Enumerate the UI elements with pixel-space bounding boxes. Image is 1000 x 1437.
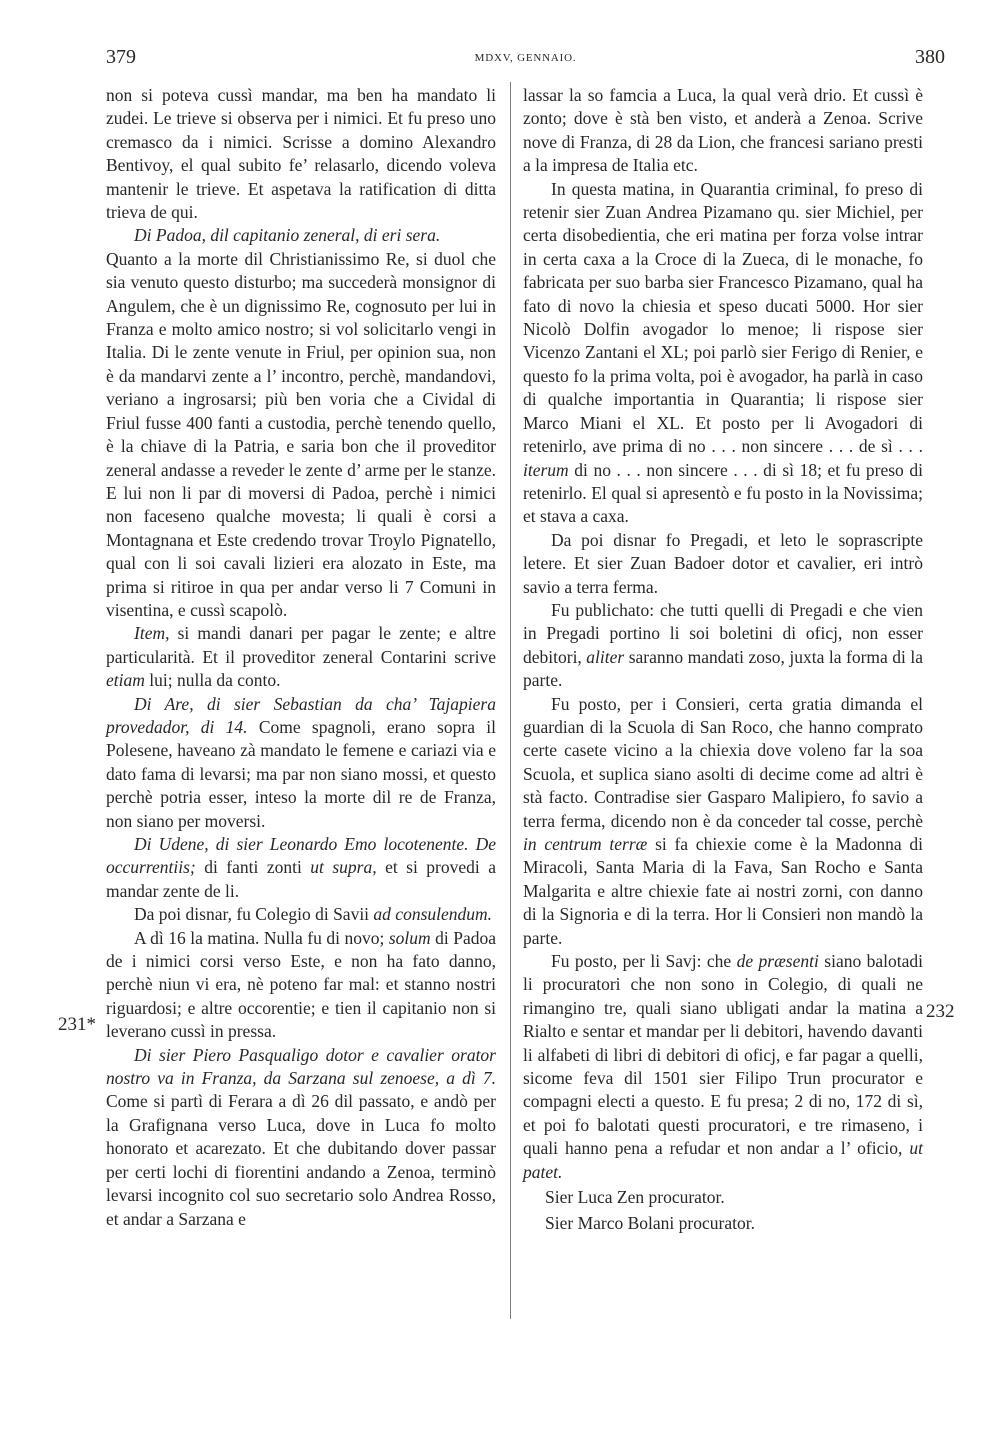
margin-number-left: 231*: [58, 1014, 96, 1035]
entry-heading: Di sier Piero Pasqualigo dotor e cavalier orator nostro va in Franza, da Sarzana sul zenoese, a dì 7.: [106, 1044, 496, 1089]
paragraph: Da poi disnar, fu Colegio di Savii ad consulendum.: [134, 904, 493, 925]
signer-line: Sier Luca Zen procurator.: [545, 1187, 725, 1208]
paragraph: lassar la so famcia a Luca, la qual verà drio. Et cussì è zonto; dove è stà ben visto, et anderà a Zenoa. Scrive nove di Franza, di 28 da Lion, che francesi sariano presti a la impresa de Italia etc.: [523, 85, 923, 176]
paragraph: Di Udene, di sier Leonardo Emo locotenente. De occurrentiis; di fanti zonti ut supra, et si provedi a mandar zente de li.: [106, 834, 496, 901]
paragraph: Item, si mandi danari per pagar le zente; e altre particularità. Et il proveditor zeneral Contarini scrive etiam lui; nulla da conto.: [106, 623, 496, 691]
paragraph: In questa matina, in Quarantia criminal, fo preso di retenir sier Zuan Andrea Pizamano qu. sier Michiel, per certa disobedientia, che eri matina per forza volse intrar in certa caxa a la Croce di la Zueca, di le monache, fo fabricata per suo barba sier Francesco Pizamano, qual ha fato di novo la chiesia et speso ducati 5000. Hor sier Nicolò Dolfin avogador lo menoe; li rispose sier Vicenzo Zantani el XL; poi parlò sier Ferigo di Renier, e questo fo la prima volta, poi è avogador, ha parlà in caso di qualche importantia in Quarantia; li rispose sier Marco Miani el XL. Et posto per li Avogadori di retenirlo, ave prima di no . . . non sincere . . . de sì . . . iterum di no . . . non sincere . . . di sì 18; et fu preso di retenirlo. El qual si apresentò e fu posto in la Novissima; et stava a caxa.: [523, 178, 923, 527]
signer-line: Sier Marco Bolani procurator.: [545, 1212, 755, 1233]
entry-heading: Di Udene, di sier Leonardo Emo locotenente. De occurrentiis;: [106, 834, 496, 878]
page-number-right: 380: [915, 46, 945, 68]
paragraph: Fu publichato: che tutti quelli di Pregadi e che vien in Pregadi portino li soi boletini di oficj, non esser debitori, aliter saranno mandati zoso, juxta la forma di la parte.: [523, 599, 923, 691]
paragraph: Quanto a la morte dil Christianissimo Re, si duol che sia venuto questo disturbo; ma succederà monsignor di Angulem, che è un dignissimo Re, cognosuto per lui in Franza e molto amico nostro; si vol solicitarlo vengi in Italia. Di le zente venute in Friul, per opinion sua, non è da mandarvi zente a l’ incontro, perchè, mandandovi, veriano a ingrosarsi; più ben voria che a Cividal di Friul fusse 400 fanti a custodia, perchè tenendo quello, è la chiave di la Patria, e saria bon che il proveditor zeneral andasse a reveder le zente d’ arme per le stanze. E lui non li par di moversi di Padoa, perchè i nimici non faceseno qualche movesta; li quali è corsi a Montagnana et Este credendo trovar Troylo Pignatello, qual con li soi cavali lizieri era alozato in Este, ma prima si ritiroe in qua per andar verso li 7 Comuni in visentina, e cussì scapolò.: [106, 248, 496, 620]
paragraph: Fu posto, per i Consieri, certa gratia dimanda el guardian di la Scuola di San Roco, che hanno comprato certe casete vicino a la chiexia dove voleno far la soa Scuola, et suplica siano asolti di decime come ad altri è stà facto. Contradise sier Gasparo Malipiero, fo savio a terra ferma, dicendo non è da conceder tal cosse, perchè in centrum terræ si fa chiexie come è la Madonna di Miracoli, Santa Maria di la Fava, San Rocho e Santa Malgarita e altre chiexie fate ai nostri zorni, con danno di la Signoria e di la terra. Hor li Consieri non mandò la parte.: [523, 693, 923, 948]
entry-heading: Di Are, di sier Sebastian da cha’ Tajapiera provedador, di 14.: [106, 693, 496, 737]
column-divider: [510, 82, 511, 1319]
left-column: [106, 84, 496, 1231]
margin-number-right: 232: [926, 1001, 955, 1022]
page-number-left: 379: [106, 46, 136, 68]
paragraph: non si poteva cussì mandar, ma ben ha mandato li zudei. Le trieve si observa per i nimici. Et fu preso uno cremasco da i nimici. Scrisse a domino Alexandro Bentivoy, el qual subito fe’ relasarlo, dicendo voleva mantenir le trieve. Et aspetava la ratification di ditta trieva de qui.: [106, 85, 496, 223]
paragraph: Di sier Piero Pasqualigo dotor e cavalier orator nostro va in Franza, da Sarzana sul zenoese, a dì 7. Come si partì di Ferara a dì 26 dil passato, e andò per la Grafignana verso Luca, dove in Luca fo molto honorato et acarezato. Et che dubitando dover passar per certi lochi di fiorentini andando a Zenoa, terminò levarsi incognito col suo secretario solo Andrea Rosso, et andar a Sarzana e: [106, 1044, 496, 1229]
page-header: [106, 46, 945, 72]
paragraph: Di Are, di sier Sebastian da cha’ Tajapiera provedador, di 14. Come spagnoli, erano sopra il Polesene, haveano zà mandato le femene e cariazi via e dato fama di levarsi; ma par non siano mossi, et questo perchè potria esser, inteso la morte dil re de Franza, non siano per moversi.: [106, 693, 496, 831]
entry-heading: Di Padoa, dil capitanio zeneral, di eri sera.: [134, 225, 441, 246]
paragraph: A dì 16 la matina. Nulla fu di novo; solum di Padoa de i nimici corsi verso Este, e non ha fato danno, perchè niun vi era, nè poteno far mal: et stanno nostri riguardosi; e altre occorentie; e tien il capitanio non si leverano cussì in pressa.: [106, 927, 496, 1042]
paragraph: Da poi disnar fo Pregadi, et leto le soprascripte letere. Et sier Zuan Badoer dotor et cavalier, eri intrò savio a terra ferma.: [523, 529, 923, 597]
running-title: MDXV, GENNAIO.: [474, 52, 577, 64]
right-column: [523, 84, 923, 1235]
paragraph: [106, 224, 496, 247]
paragraph: Fu posto, per li Savj: che de præsenti siano balotadi li procuratori che non sono in Colegio, di quali ne rimangino tre, quali siano ubligati andar la matina a Rialto e sentar et mandar per li debitori, havendo davanti li alfabeti di libri di debitori di oficj, e far pagar a quelli, sicome feva dil 1501 sier Filipo Trun procurator e compagni electi a questo. E fu presa; 2 di no, 172 di sì, et poi fo balotati questi procuratori, e tre rimaseno, i quali hanno pena a refudar et non andar a l’ oficio, ut patet.: [523, 951, 924, 1182]
